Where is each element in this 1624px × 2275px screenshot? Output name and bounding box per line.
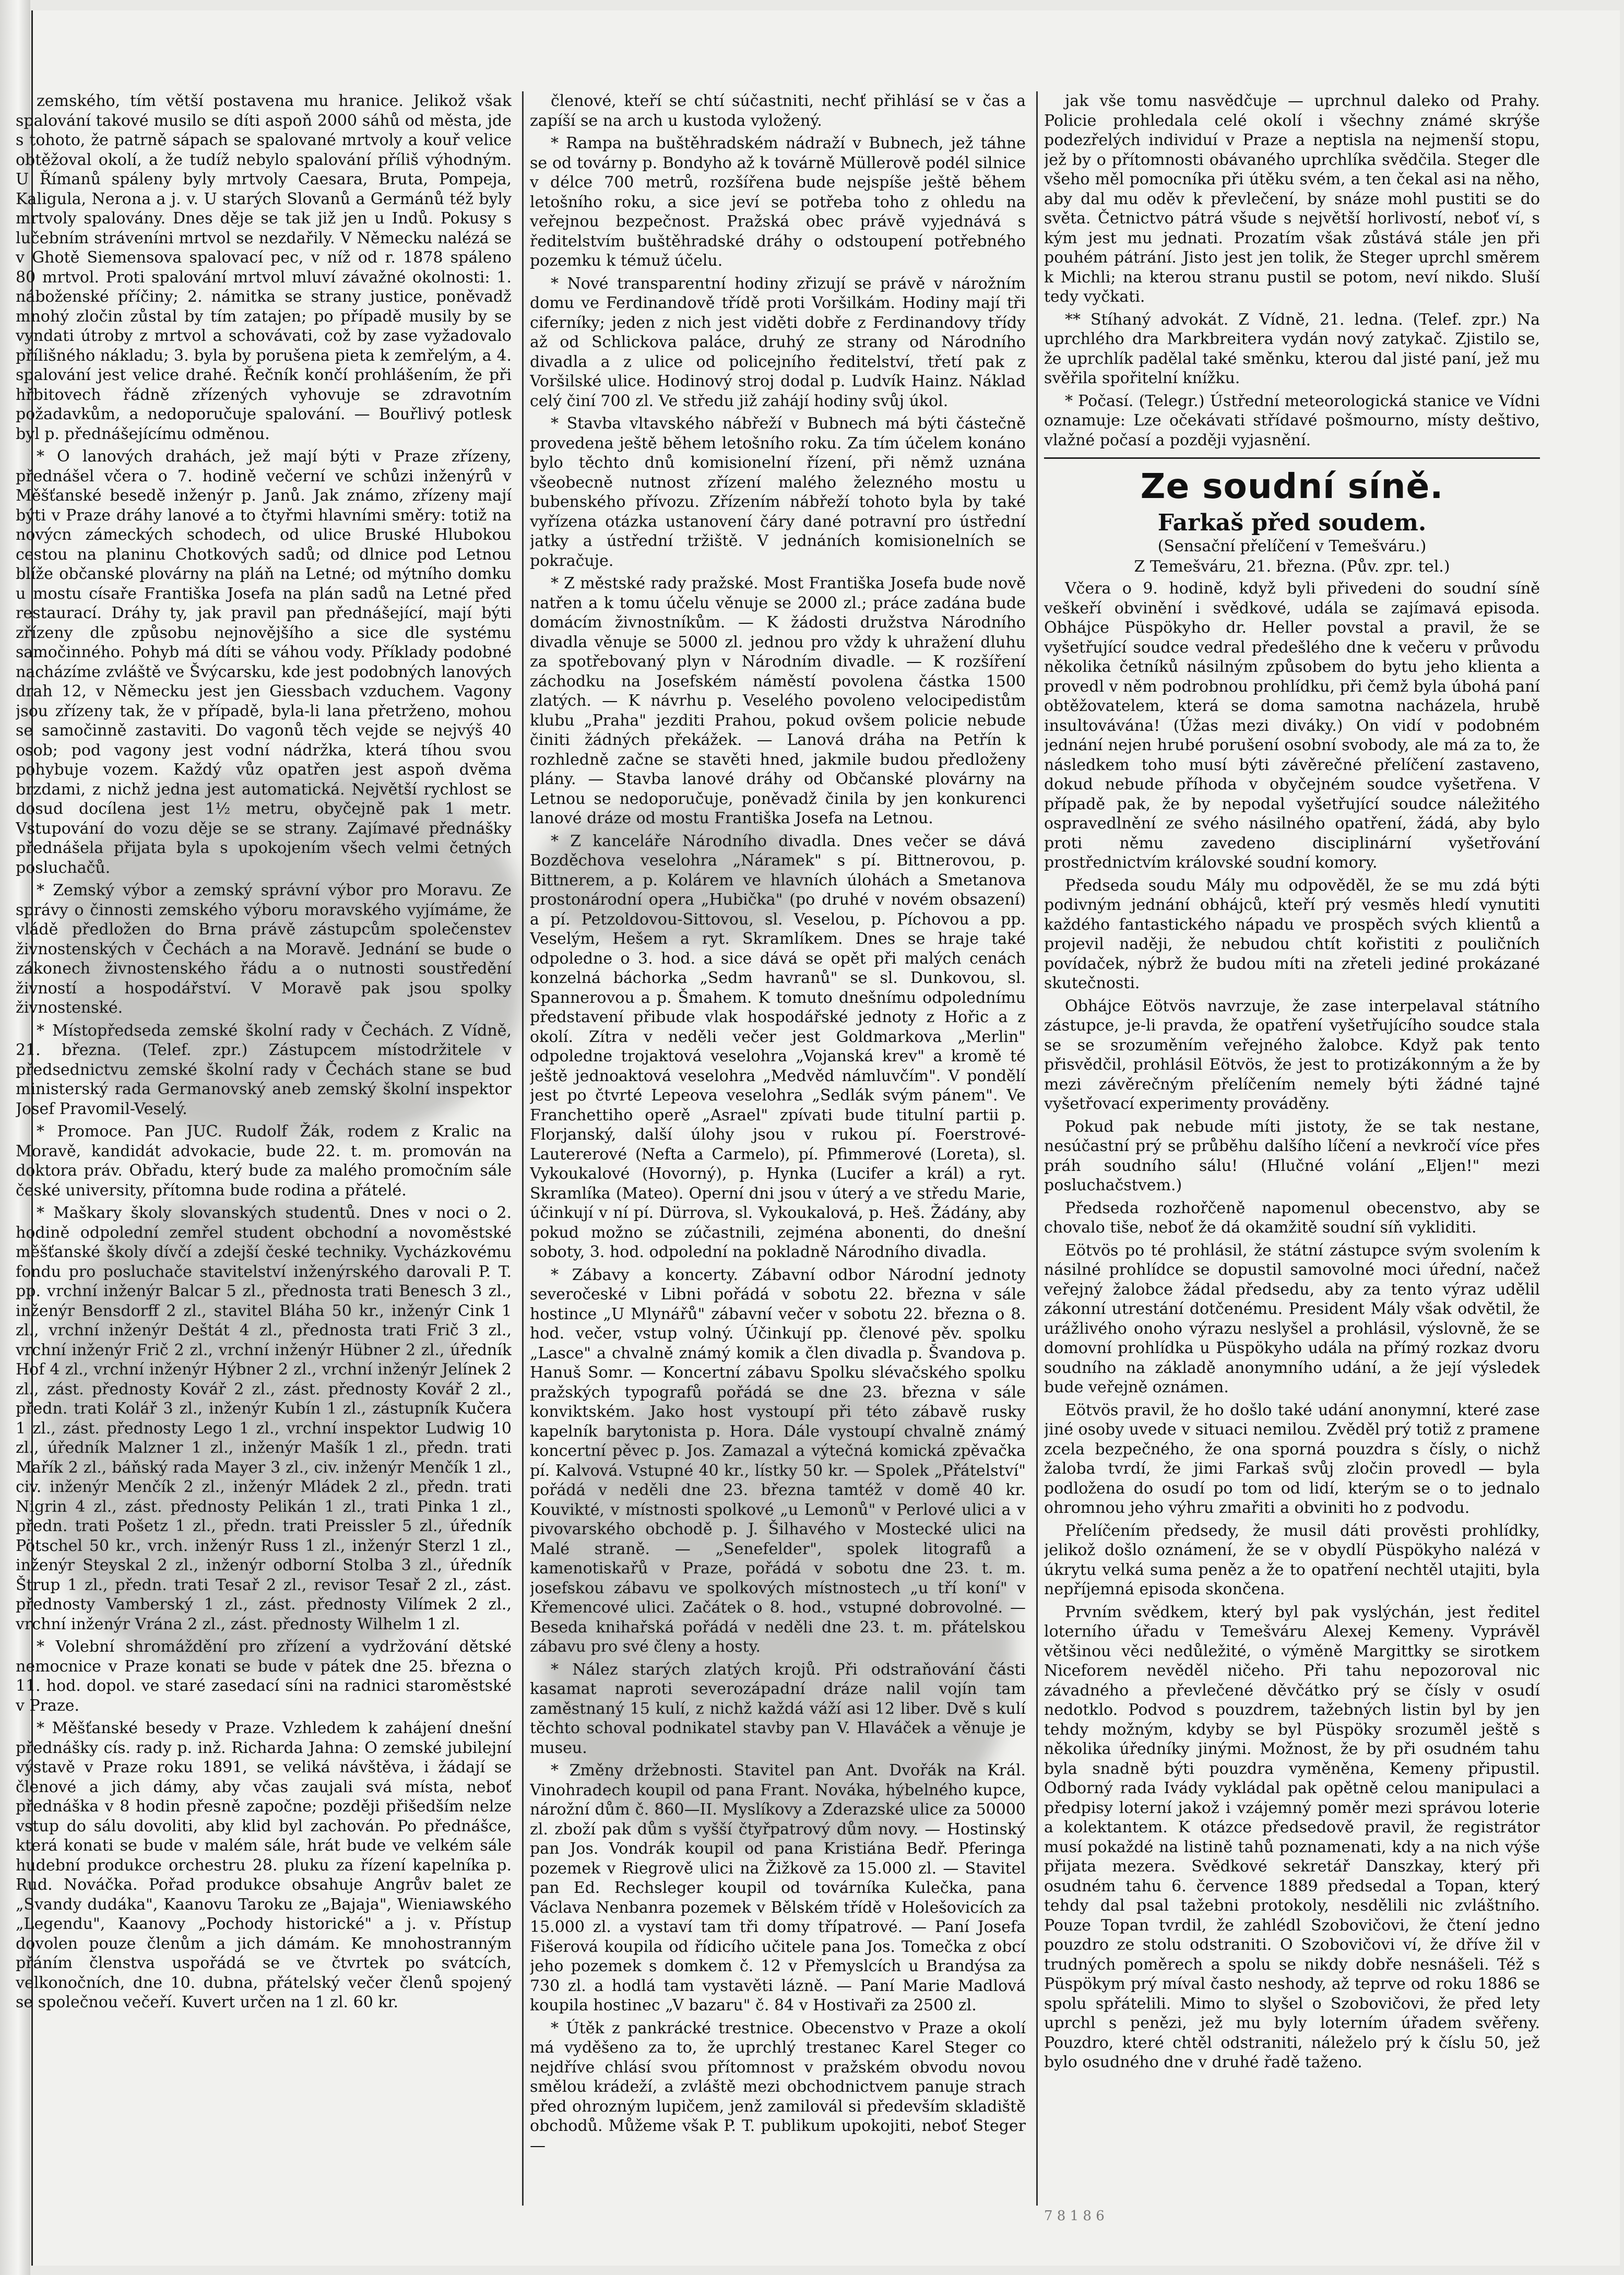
paragraph: Pokud pak nebude míti jistoty, že se tak nestane, nesúčastní prý se průběhu dalšího líčení a nevkročí více přes práh soudního sálu! (Hlučné volání „Eljen!" mezi posluchačstvem.) (1044, 1117, 1540, 1194)
paragraph: * Nález starých zlatých krojů. Při odstraňování části kasamat naproti severozápadní dráze nalil vojín tam zaměstnaný 15 kulí, z nichž každá váží asi 12 liber. Dvě s kulí těchto schoval podnikatel stavby pan V. Hlaváček a věnuje je museu. (530, 1660, 1026, 1757)
paragraph: Včera o 9. hodině, když byli přivedeni do soudní síně veškeří obvinění i svědkové, udála se zajímavá episoda. Obhájce Püspökyho dr. Heller povstal a pravil, že se vyšetřující soudce vedral předešlého dne k večeru v průvodu několika četníků násilným způsobem do bytu jeho klienta a provedl v něm podrobnou prohlídku, při čemž byla úbohá paní obtěžovatelem, která se doma samotna nacházela, hrubě insultovávána! (Úžas mezi diváky.) On vidí v podobném jednání nejen hrubé porušení osobní svobody, ale má za to, že následkem toho musí býti závěrečné přelíčení zastaveno, dokud nebude příhoda v obyčejném soudce vyšetřena. V případě pak, že by nepodal vyšetřující soudce náležitého ospravedlnění ze svého násilného opatření, žádá, aby bylo proti němu zavedeno disciplinární vyšetřování prostřednictvím královské soudní komory. (1044, 579, 1540, 872)
paragraph: * Z městské rady pražské. Most Františka Josefa bude nově natřen a k tomu účelu věnuje se 2000 zl.; práce zadána bude domácím živnostníkům. — K žádosti družstva Národního divadla věnuje se 5000 zl. jednou pro vždy k uhražení dluhu za spotřebovaný plyn v Národním divadle. — K rozšíření záchodku na Josefském náměstí povolena částka 1500 zlatých. — K návrhu p. Veselého povoleno velocipedistům klubu „Praha" jezditi Prahou, pokud ovšem policie nebude činiti žádných překážek. — Lanová dráha na Petřín k rozhledně začne se stavěti hned, jakmile budou předloženy plány. — Stavba lanové dráhy od Občanské plovárny na Letnou se nedoporučuje, poněvadž činila by jen konkurenci lanové dráze od mostu Františka Josefa na Letnou. (530, 574, 1026, 827)
paragraph: * Počasí. (Telegr.) Ústřední meteorologická stanice ve Vídni oznamuje: Lze očekávati střídavé pošmourno, místy deštivo, vlažné počasí a později vyjasnění. (1044, 392, 1540, 449)
column-rule (522, 91, 524, 2206)
paragraph: * Promoce. Pan JUC. Rudolf Žák, rodem z Kralic na Moravě, kandidát advokacie, bude 22. t. m. promován na doktora práv. Obřadu, který bude za malého promočním sále české university, přítomna bude rodina a přátelé. (16, 1122, 512, 1200)
column-2 (530, 91, 1026, 2206)
paragraph: * Nové transparentní hodiny zřizují se právě v nárožním domu ve Ferdinandově třídě proti Voršilkám. Hodiny mají tři ciferníky; jeden z nich jest viděti dobře z Ferdinandovy třídy až od Schlickova paláce, druhý ze strany od Národního divadla a z ulice od policejního ředitelství, třetí pak z Voršilské ulice. Hodinový stroj dodal p. Ludvík Hainz. Náklad celý činí 700 zl. Ve středu již zahájí hodiny svůj úkol. (530, 274, 1026, 410)
paragraph: jak vše tomu nasvědčuje — uprchnul daleko od Prahy. Policie prohledala celé okolí i všechny známé skrýše podezřelých individuí v Praze a neptisla na nejmenší stopu, jež by o přítomnosti obávaného uprchlíka svědčila. Steger dle všeho měl pomocníka při útěku svém, a ten čekal asi na něho, aby dal mu oděv k převlečení, by snáze mohl pustiti se do světa. Četnictvo pátrá všude s největší horlivostí, neboť ví, s kým jest mu jednati. Prozatím však zůstává stále jen při pouhém pátrání. Jisto jest jen tolik, že Steger uprchl směrem k Michli; na kterou stranu pustil se potom, neví nikdo. Sluší tedy vyčkati. (1044, 92, 1540, 306)
paragraph: * Místopředseda zemské školní rady v Čechách. Z Vídně, 21. března. (Telef. zpr.) Zástupcem místodržitele v předsednictvu zemské školní rady v Čechách stane se bud ministerský rada Germanovský aneb zemský školní inspektor Josef Pravomil-Veselý. (16, 1021, 512, 1118)
column-3 (1044, 91, 1540, 2206)
paragraph: * Maškary školy slovanských studentů. Dnes v noci o 2. hodině odpolední zemřel student obchodní a novoměstské měšťanské školy dívčí a zdejší české techniky. Vycházkovému fondu pro posluchače stavitelství inženýrského darovali P. T. pp. vrchní inženýr Balcar 5 zl., přednosta trati Benesch 3 zl., inženýr Bensdorff 2 zl., stavitel Bláha 50 kr., inženýr Cink 1 zl., vrchní inženýr Deštát 4 zl., přednosta trati Frič 3 zl., vrchní inženýr Frič 2 zl., vrchní inženýr Hübner 2 zl., úředník Hof 4 zl., vrchní inženýr Hýbner 2 zl., vrchní inženýr Jelínek 2 zl., zást. přednosty Kovář 2 zl., zást. přednosty Kovář 2 zl., předn. trati Kolář 3 zl., inženýr Kubín 1 zl., zástupník Kučera 1 zl., zást. přednosty Lego 1 zl., vrchní inspektor Ludwig 10 zl., úředník Malzner 1 zl., inženýr Mašík 1 zl., předn. trati Mařík 2 zl., báňský rada Mayer 3 zl., civ. inženýr Menčík 1 zl., civ. inženýr Menčík 2 zl., inženýr Mládek 2 zl., předn. trati Nigrin 4 zl., zást. přednosty Pelikán 1 zl., trati Pinka 1 zl., předn. trati Pošetz 1 zl., předn. trati Preissler 5 zl., úředník Pötschel 50 kr., vrch. inženýr Russ 1 zl., inženýr Sterzl 1 zl., inženýr Steyskal 2 zl., inženýr odborní Stolba 3 zl., úředník Štrup 1 zl., předn. trati Tesař 2 zl., revisor Tesař 2 zl., zást. přednosty Vamberský 1 zl., zást. přednosty Vilímek 2 zl., vrchní inženýr Vrána 2 zl., zást. přednosty Wilhelm 1 zl. (16, 1204, 512, 1633)
paragraph: Obhájce Eötvös navrzuje, že zase interpelaval státního zástupce, je-li pravda, že opatření vyšetřujícího soudce stala se se srozuměním veřejného žalobce. Když pak tento přisvědčil, prohlásil Eötvös, že jest to protizákonným a že by mezi závěrečným přelíčením nemely býti žádné tajné vyšetřovací experimenty prováděny. (1044, 997, 1540, 1113)
paragraph: Přelíčením předsedy, že musil dáti prověsti prohlídky, jelikož došlo oznámení, že se v obydlí Püspökyho nalézá v úkrytu velká suma peněz a že to opatření nechtěl utajiti, byla nepříjemná episoda skončena. (1044, 1521, 1540, 1598)
paragraph: Eötvös pravil, že ho došlo také udání anonymní, které zase jiné osoby uvede v situaci nemilou. Zvěděl prý totiž z pramene zcela bezpečného, že ona sporná pouzdra s čísly, o nichž žaloba tvrdí, že jimi Farkaš svůj zločin provedl — byla podložena do osudí po tom od lidí, kterým se o to jednalo ohromnou jeho výhru zmařiti a obviniti ho z podvodu. (1044, 1401, 1540, 1517)
paragraph: * Změny držebnosti. Stavitel pan Ant. Dvořák na Král. Vinohradech koupil od pana Frant. Nováka, hýbelného kupce, nárožní dům č. 860—II. Myslíkovy a Zderazské ulice za 50000 zl. zboží pak dům s vyšší čtyřpatrový dům novy. — Hostinský pan Jos. Vondrák koupil od pana Kristiána Bedř. Pferinga pozemek v Riegrově ulici na Žižkově za 15.000 zl. — Stavitel pan Ed. Rechsleger koupil od továrníka Kulečka, pana Václava Nenbanra pozemek v Bělském třídě v Holešovicích za 15.000 zl. a vystaví tam tři domy třípatrové. — Paní Josefa Fišerová koupila od řídicího učitele pana Jos. Tomečka z obcí jeho pozemek s domkem č. 12 v Přemyslcích u Brandýsa za 730 zl. a hodlá tam vystavěti lázně. — Paní Marie Madlová koupila hostinec „V bazaru" č. 84 v Hostivaři za 2500 zl. (530, 1761, 1026, 2015)
section-title: Ze soudní síně. (1140, 466, 1444, 506)
paragraph: zemského, tím větší postavena mu hranice. Jelikož však spalování takové musilo se díti aspoň 2000 sáhů od města, jde s tohoto, že patrně sápach se spalované mrtvoly a kouř velice obtěžoval okolí, a že tudíž nebylo spalování příliš výhodným. U Římanů spáleny byly mrtvoly Caesara, Bruta, Pompeja, Kaligula, Nerona a j. v. U starých Slovanů a Germánů též byly mrtvoly spalovány. Dnes děje se tak již jen u Indů. Pokusy s lučebním stráveníni mrtvol se nezdařily. V Německu nalézá se v Ghotě Siemensova spalovací pec, v níž od r. 1878 spáleno 80 mrtvol. Proti spalování mrtvol mluví závažné okolnosti: 1. náboženské příčiny; 2. námitka se strany justice, poněvadž mnohý zločin zůstal by tím zatajen; po případě musily by se vyndati útroby z mrtvol a schovávati, což by zase vyžadovalo přílišného nákladu; 3. byla by porušena pieta k zemřelým, a 4. spalování jest velice drahé. Řečník končí prohlášením, že při hřbitovech řádně zřízených vyhovuje se zdravotním požadavkům, a nedoporučuje spalování. — Bouřlivý potlesk byl p. přednášejícímu odměnou. (16, 92, 512, 443)
article-title: Farkaš před soudem. (1157, 509, 1427, 536)
paragraph: * Stavba vltavského nábřeží v Bubnech má býti částečně provedena ještě během letošního roku. Za tím účelem konáno bylo těchto dnů komisionelní řízení, při němž uznána všeobecně nutnost zřízení malého železného mostu u bubenského přívozu. Zřízením nábřeží tohoto byla by také vyřízena otázka ustanovení čáry dané potravní pro ústřední jatky a ústřední tržiště. V jednáních komisionelních se pokračuje. (530, 414, 1026, 570)
section-divider (1044, 457, 1540, 459)
paragraph: * Zábavy a koncerty. Zábavní odbor Národní jednoty severočeské v Libni pořádá v sobotu 22. března v sále hostince „U Mlynářů" zábavní večer v sobotu 22. března o 8. hod. večer, vstup volný. Účinkují pp. členové pěv. spolku „Lasce" a chvalně známý komik a člen divadla p. Švandova p. Hanuš Somr. — Koncertní zábavu Spolku slévačského spolku pražských typografů pořádá se dne 23. března v sále konviktském. Jako host vystoupí při této zábavě rusky kapelník barytonista p. Hora. Dále vystoupí chvalně známý koncertní pěvec p. Jos. Zamazal a výtečná komická zpěvačka pí. Kalvová. Vstupné 40 kr., lístky 50 kr. — Spolek „Přátelství" pořádá v neděli dne 23. března tamtéž v domě 40 kr. Kouvikté, v místnosti spolkové „u Lemonů" v Perlové ulici a v pivovarského obchodě p. J. Šilhavého v Mostecké ulici na Malé straně. — „Senefelder", spolek litografů a kamenotiskařů v Praze, pořádá v sobotu dne 23. t. m. josefskou zábavu ve spolkových místnostech „u tří koní" v Křemencové ulici. Začátek o 8. hod., vstupné dobrovolné. — Beseda knihařská pořádá v neděli dne 23. t. m. přátelskou zábavu pro své členy a hosty. (530, 1265, 1026, 1656)
column-rule (1036, 91, 1038, 2206)
paragraph: * Zemský výbor a zemský správní výbor pro Moravu. Ze správy o činnosti zemského výboru moravského vyjímáme, že vládě předložen do Brna právě zástupcům společenstev živnostenských v Čechách a na Moravě. Jednání se bude o zákonech živnostenského řádu a o nutnosti soustředění živností a hospodářství. V Moravě pak jsou spolky živnostenské. (16, 881, 512, 1017)
footer-note: 7 8 1 8 6 (1044, 2208, 1105, 2224)
paragraph: * Útěk z pankrácké trestnice. Obecenstvo v Praze a okolí má vyděšeno za to, že uprchlý trestanec Karel Steger co nejdříve chlásí svou přítomnost v pražském obvodu novou smělou krádeží, a zvláště mezi obchodnictvem panuje strach před ohrozným lupičem, jenž zamilovál si především skladiště obchodů. Můžeme však P. T. publikum upokojiti, neboť Steger— (530, 2019, 1026, 2155)
paragraph: Eötvös po té prohlásil, že státní zástupce svým svolením k násilné prohlídce se dopustil samovolné moci úřední, načež veřejný žalobce žádal předsedu, aby za tento výraz udělil zákonní utrestání dotčenému. President Mály však odvětil, že urážlivého onoho výrazu neslyšel a prohlásil, výslovně, že se domovní prohlídka u Püspökyho udála na přímý rozkaz dvoru soudního na základě anonymního udání, a že její výsledek bude veřejně oznámen. (1044, 1241, 1540, 1396)
paragraph: Předseda soudu Mály mu odpověděl, že se mu zdá býti podivným jednání obhájců, kteří prý vesměs hledí vynutiti každého fantastického nápadu ve prospěch svých klientů a projevil naději, že nebudou chtít kořistiti z pouličních povídaček, nýbrž že budou míti na zřeteli jediné prokázané skutečnosti. (1044, 876, 1540, 992)
column-1 (16, 91, 512, 2206)
paragraph: * Z kanceláře Národního divadla. Dnes večer se dává Bozděchova veselohra „Náramek" s pí. Bittnerovou, p. Bittnerem, a p. Kolárem ve hlavních úlohách a Smetanova prostonárodní opera „Hubička" (po druhé v novém obsazení) a pí. Petzoldovou-Sittovou, sl. Veselou, p. Píchovou a pp. Veselým, Hešem a ryt. Skramlíkem. Dnes se hraje také odpoledne o 3. hod. a sice dává se opět při malých cenách konzelná báchorka „Sedm havranů" se sl. Dunkovou, sl. Spannerovou a p. Šmahem. K tomuto dnešnímu odpolednímu představení přibude vlak hospodářské jednoty z Hořic a z okolí. Zítra v neděli večer jest Goldmarkova „Merlin" odpoledne trojaktová veselohra „Vojanská krev" a kromě té ještě jednoaktová veselohra „Medvěd námluvčím". V pondělí jest po čtvrté Lepeova veselohra „Sedlák svým pánem". Ve Franchettiho operě „Asrael" zpívati bude titulní partii p. Florjanský, další úlohy jsou v rukou pí. Foerstrové-Lautererové (Nefta a Carmelo), pí. Pfimmerové (Loreta), sl. Vykoukalové (Hovorný), p. Hynka (Lucifer a král) a ryt. Skramlíka (Mateo). Operní dni jsou v úterý a ve středu Marie, účinkují v ní pí. Dürrova, sl. Vykoukalová, p. Heš. Žádány, aby pokud možno se zúčastnili, zejména abonenti, do dnešní soboty, 3. hod. odpolední na pokladně Národního divadla. (530, 832, 1026, 1261)
paragraph: * O lanových drahách, jež mají býti v Praze zřízeny, přednášel včera o 7. hodině večerní ve schůzi inženýrů v Měšťanské besedě inženýr p. Janů. Jak známo, zřízeny mají býti v Praze dráhy lanové a to čtyřmi hlavními směry: totiž na novýcn zámeckých schodech, od ulice Bruské Hlubokou cestou na planinu Chotkových sadů; od dlnice pod Letnou blíže občanské plovárny na pláň na Letné; od mýtního domku u mostu císaře Františka Josefa na plán sadů na Letné před restaurací. Dráhy ty, jak pravil pan přednášející, mají býti zřízeny dle způsobu nejnovějšího a sice dle systému samočinného. Pohyb má díti se váhou vody. Příklady podobné nacházíme zvláště ve Švýcarsku, kde jest podobných lanových drah 12, v Německu jest jen Giessbach vzduchem. Vagony jsou zřízeny tak, že v případě, byla-li lana přetrženo, mohou se samočinně zastaviti. Do vagonů těch vejde se nejvýš 40 osob; pod vagony jest vodní nádržka, která tíhou svou pohybuje vozem. Každý vůz opatřen jest aspoň dvěma brzdami, z nichž jedna jest automatická. Největší rychlost se dosud docílena jest 1½ metru, obyčejně pak 1 metr. Vstupování do vozu děje se se strany. Zajímavé přednášky přednášela přijata byla s upokojením všech velmi četných posluchačů. (16, 447, 512, 877)
article-dateline: Z Temešváru, 21. března. (Pův. zpr. tel.) (1134, 558, 1450, 576)
paragraph: * Rampa na buštěhradském nádraží v Bubnech, jež táhne se od továrny p. Bondyho až k továrně Müllerově podél silnice v délce 700 metrů, rozšířena bude nejspíše ještě během letošního roku, a sice jeví se potřeba toho z ohledu na veřejnou bezpečnost. Pražská obec právě vyjednává s ředitelstvím buštěhradské dráhy o odstoupení potřebného pozemku k témuž účelu. (530, 134, 1026, 270)
paragraph: Prvním svědkem, který byl pak vyslýchán, jest ředitel loterního úřadu v Temešváru Alexej Kemeny. Vyprávěl většinou věci nedůležité, o výměně Margittky se sirotkem Niceforem nevěděl ničeho. Při tahu nepozoroval nic závadného a převlečené děvčátko prý se čísly v osudí nedotklo. Podvod s pouzdrem, tažebných listin byl by jen tehdy možným, kdyby se byl Püspöky srozuměl ještě s několika úředníky jinými. Možnost, že by při osudném tahu byla snadně býti pouzdra vyměněna, Kemeny připustil. Odborný rada Ivády vykládal pak opětně celou manipulaci a předpisy loterní jakož i vzájemný poměr mezi správou loterie a kolektantem. K otázce předsedově pravil, že registrátor musí pokaždé na listině tahů poznamenati, kdy a na nich výše přijata mezera. Svědkové sekretář Danszkay, který při osudném tahu 6. července 1889 předsedal a Topan, který tehdy dal psal tažebni protokoly, nesdělili nic zvláštního. Pouze Topan tvrdil, že zahlédl Szobovičovi, že čtení jedno pouzdro ze stolu odstraniti. O Szobovičovi ví, že dříve žil v trudných poměrech a spolu se nikdy dobře nesnášeli. Též s Püspökym prý míval často neshody, až teprve od roku 1886 se spolu spřátelili. Mimo to slyšel o Szobovičovi, že před lety uprchl s penězi, jež mu byly loterním úřadem svěřeny. Pouzdro, které chtěl odstraniti, náleželo prý k číslu 50, jež bylo osudného dne v druhé řadě taženo. (1044, 1603, 1540, 2071)
paragraph: Předseda rozhořčeně napomenul obecenstvo, aby se chovalo tiše, neboť že dá okamžitě soudní síň vykliditi. (1044, 1199, 1540, 1237)
paragraph: * Měšťanské besedy v Praze. Vzhledem k zahájení dnešní přednášky cís. rady p. inž. Richarda Jahna: O zemské jubilejní výstavě v Praze roku 1891, se veliká návštěva, i žádají se členové a jich dámy, aby včas zaujali svá místa, neboť přednáška v 8 hodin přesně započne; později přišedším nelze vstup do sálu dovoliti, aby klid byl zachován. Po přednášce, která konati se bude v malém sále, hrát bude ve velkém sále hudební produkce orchestru 28. pluku za řízení kapelníka p. Rud. Nováčka. Pořad produkce obsahuje Angrův balet ze „Svandy dudáka", Kaanovu Taroku ze „Bajaja", Wieniawského „Legendu", Kaanovy „Pochody historické" a j. v. Přístup dovolen pouze členům a jich dámám. Ke mnohostranným přáním členstva uspořádá se ve čtvrtek po svátcích, velkonočních, dne 10. dubna, přátelský večer členů spojený se společnou večeří. Kuvert určen na 1 zl. 60 kr. (16, 1719, 512, 2011)
paragraph: členové, kteří se chtí súčastniti, nechť přihlásí se v čas a zapíší se na arch u kustoda vyložený. (530, 92, 1026, 130)
article-subtitle: (Sensační přelíčení v Temešváru.) (1157, 537, 1427, 555)
paragraph: ** Stíhaný advokát. Z Vídně, 21. ledna. (Telef. zpr.) Na uprchlého dra Markbreitera vydán nový zatykač. Zjistilo se, že uprchlík padělal také směnku, kterou dal jisté paní, jež mu svěřila spořitelní knížku. (1044, 310, 1540, 387)
paragraph: * Volební shromáždění pro zřízení a vydržování dětské nemocnice v Praze konati se bude v pátek dne 25. března o 11. hod. dopol. ve staré zasedací síni na radnici staroměstské v Praze. (16, 1638, 512, 1715)
